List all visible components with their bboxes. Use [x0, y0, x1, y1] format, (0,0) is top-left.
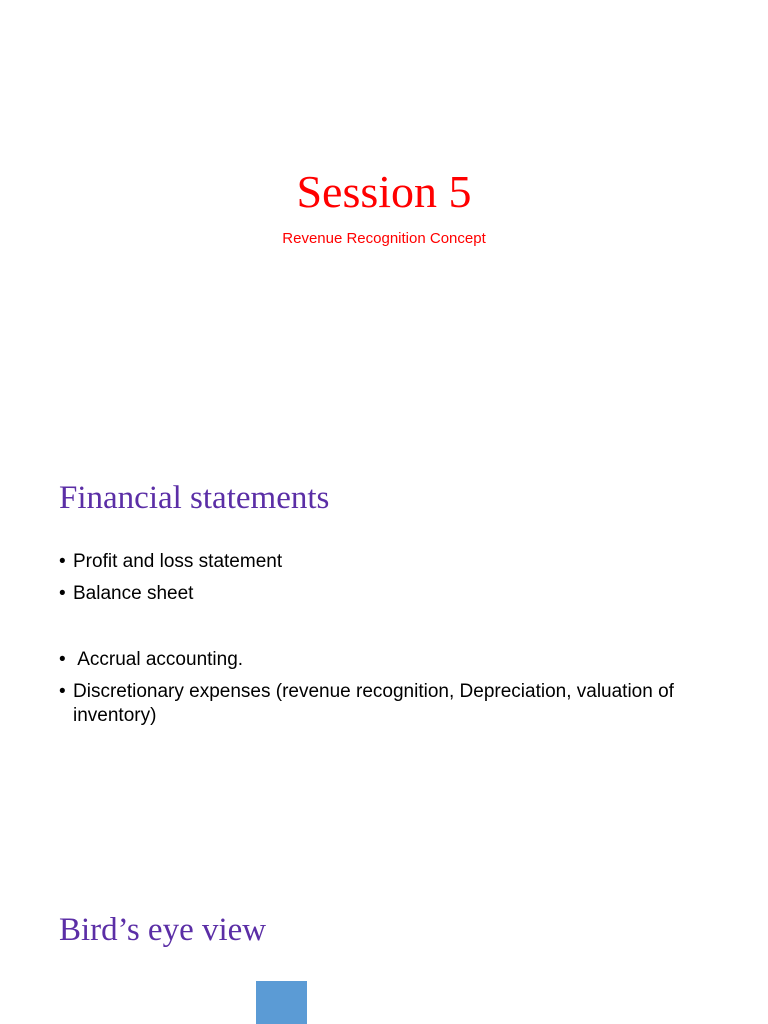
bullet-item: [59, 648, 719, 672]
session-title: Session 5: [296, 166, 472, 217]
bullet-item: [59, 550, 719, 574]
slide-birds-eye-view: [0, 864, 768, 1024]
slide-session-title: [0, 0, 768, 432]
bullet-dot: •: [59, 583, 66, 604]
bullet-text: Discretionary expenses (revenue recognition, Depreciation, valuation of inventory): [73, 681, 674, 726]
bullet-list-statements: [59, 550, 719, 614]
bullet-item: [59, 680, 719, 728]
diagram-box: [256, 981, 307, 1024]
session-subtitle: Revenue Recognition Concept: [282, 230, 486, 247]
bullet-text: Accrual accounting.: [73, 649, 244, 670]
bullet-dot: •: [59, 649, 66, 670]
bullet-dot: •: [59, 551, 66, 572]
bullet-text: Profit and loss statement: [73, 551, 283, 572]
slide-heading: Bird’s eye view: [59, 912, 267, 948]
bullet-text: Balance sheet: [73, 583, 194, 604]
slide-heading: Financial statements: [59, 480, 330, 516]
bullet-dot: •: [59, 681, 66, 702]
bullet-list-accounting: [59, 648, 719, 736]
bullet-item: [59, 582, 719, 606]
slide-financial-statements: [0, 432, 768, 864]
